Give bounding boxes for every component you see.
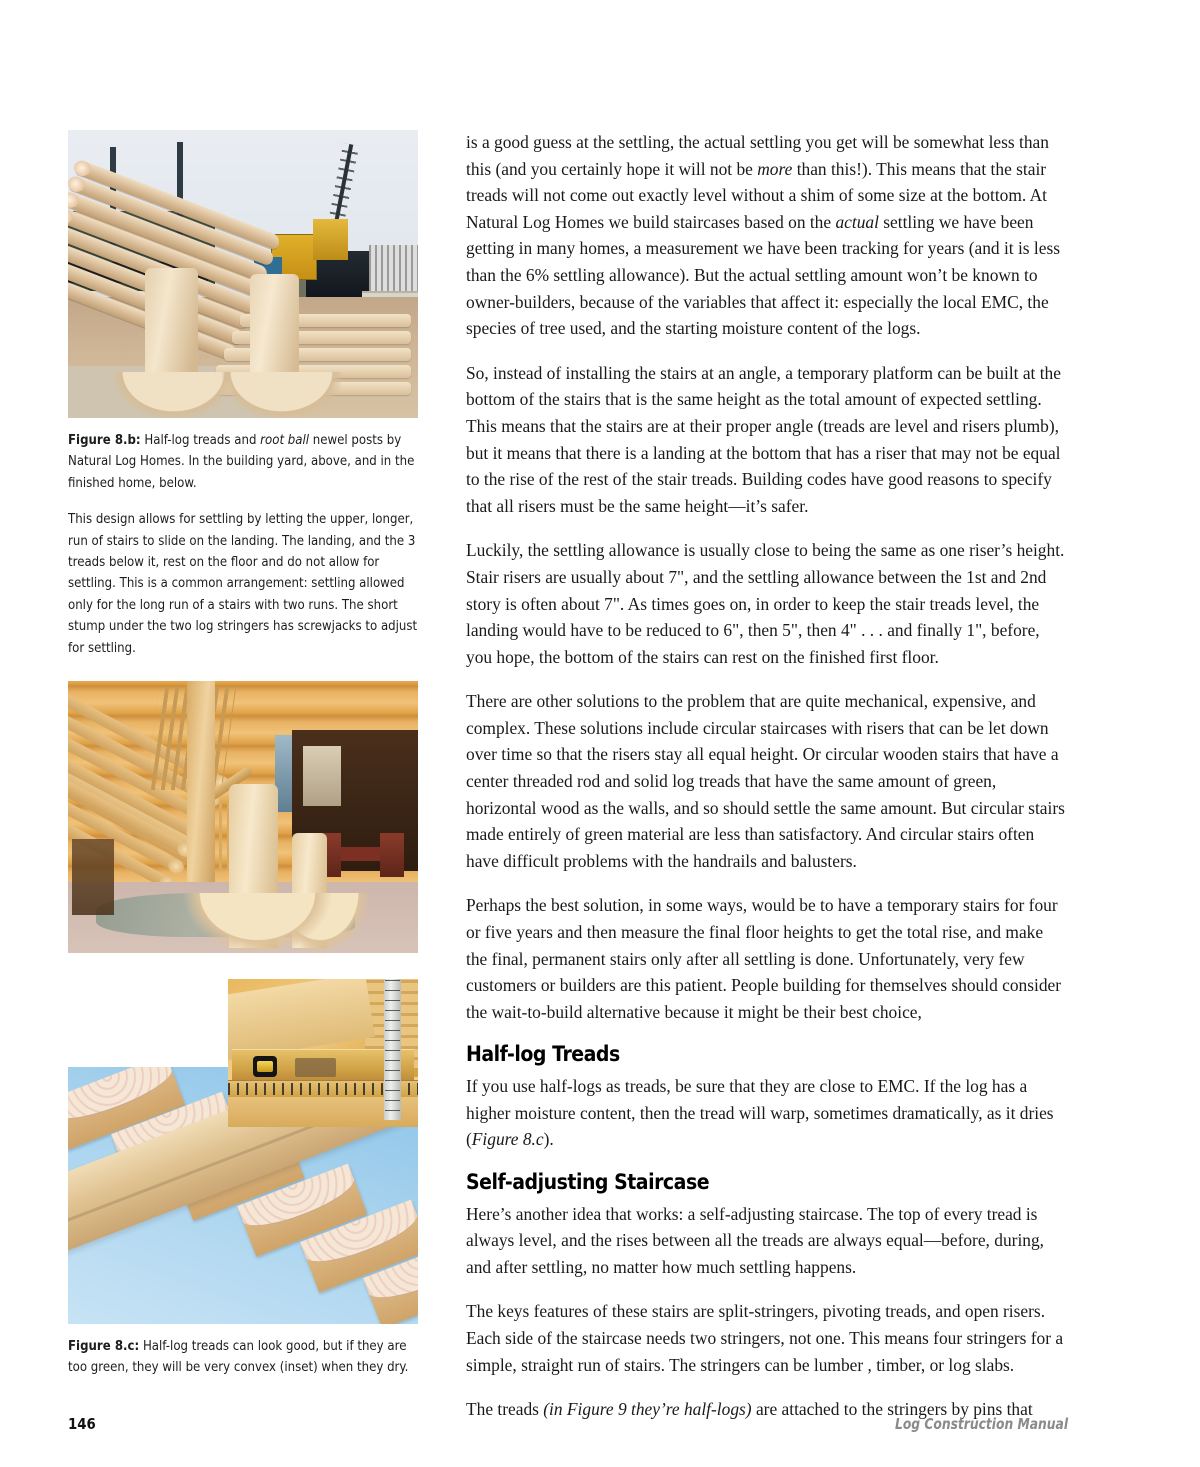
figure-8b-label: Figure 8.b: xyxy=(68,433,141,448)
log-column xyxy=(187,681,215,904)
figure-8c-photo-group xyxy=(68,979,418,1324)
figure-8c-caption xyxy=(68,1336,418,1379)
body-paragraph: Here’s another idea that works: a self-adjusting staircase. The top of every tread is always level, and the rises between all the treads are always equal—before, during, and after settling, no matter how much settling happens. xyxy=(466,1203,1045,1277)
heading-self-adjusting-staircase: Self-adjusting Staircase xyxy=(466,1169,710,1195)
side-table xyxy=(72,839,114,915)
dining-chair-2 xyxy=(380,833,405,877)
root-ball-roots-left xyxy=(114,372,233,418)
figure-8b-caption-italic: root ball xyxy=(260,433,310,448)
body-paragraph: There are other solutions to the problem that are quite mechanical, expensive, and complex. These solutions include circular staircases with risers that can be let down over time so that the risers stay all equal height. Or circular wooden stairs that have a center threaded rod and solid log treads that have the same amount of green, horizontal wood as the walls, and so should settle the same amount. But circular stairs made entirely of green material are less than satisfactory. And circular stairs often have difficult problems with the handrails and balusters. xyxy=(466,691,1065,871)
root-ball-roots-right xyxy=(222,372,341,418)
heading-half-log-treads: Half-log Treads xyxy=(466,1042,620,1068)
body-paragraph: is a good guess at the settling, the actual settling you get will be somewhat less than this (and you certainly hope it will not be more than this!). This means that the stair treads will not come out exactly level without a shim of some size at the bottom. At Natural Log Homes we build staircases based on the actual settling we have been getting in many homes, a measurement we have been tracking for years (and it is less than the 6% settling allowance). But the actual settling amount won’t be known to owner-builders, because of the variables that affect it: especially the local EMC, the species of tree used, and the starting moisture content of the logs. xyxy=(466,132,1060,339)
right-column xyxy=(466,129,1068,1423)
page-number: 146 xyxy=(68,1415,96,1433)
page-footer xyxy=(68,1415,1068,1433)
level-vial xyxy=(253,1056,278,1077)
level-slot xyxy=(295,1058,337,1077)
kitchen-appliance xyxy=(303,746,342,806)
body-paragraph: So, instead of installing the stairs at an angle, a temporary platform can be built at the bottom of the stairs that is the same height as the total amount of expected settling. This means that the stairs are at their proper angle (treads are level and risers plumb), but it means that there is a landing at the bottom that has a riser that may not be equal to the rise of the rest of the stair treads. Building codes have good reasons to specify that all risers must be the same height—it’s safer. xyxy=(466,362,1061,516)
figure-8c-caption-text: Half-log treads can look good, but if they are too green, they will be very convex (inset) when they dry. xyxy=(68,1339,409,1376)
root-ball-roots-front xyxy=(184,893,331,953)
figure-8b-caption xyxy=(68,430,418,494)
figure-8b-side-text: This design allows for settling by letting the upper, longer, run of stairs to slide on the landing. The landing, and the 3 treads below it, rest on the floor and do not allow for settling. This is a common arrangement: settling allowed only for the long run of a stairs with two runs. The short stump under the two log stringers has screwjacks to adjust for settling. xyxy=(68,512,418,656)
steel-ruler xyxy=(384,979,401,1120)
figure-8c-inset-photo-level-on-tread xyxy=(228,979,418,1127)
body-paragraph: If you use half-logs as treads, be sure that they are close to EMC. If the log has a higher moisture content, then the tread will warp, sometimes dramatically, as it dries (Figure 8.c). xyxy=(466,1076,1054,1150)
figure-8b-caption-part1: Half-log treads and xyxy=(140,433,261,448)
figure-8b-caption-part2: newel posts by Natural Log Homes. In the building yard, above, and in the finished home, below. xyxy=(68,433,415,491)
body-paragraph: Perhaps the best solution, in some ways, would be to have a temporary stairs for four or five years and then measure the final floor heights to get the total rise, and make the final, permanent stairs only after all settling is done. Unfortunately, very few customers or builders are this patient. People building for themselves should consider the wait-to-build alternative because it might be their best choice, xyxy=(466,895,1062,1022)
body-paragraph: The keys features of these stairs are split-stringers, pivoting treads, and open risers. Each side of the staircase needs two stringers, not one. This means four stringers for a simple, straight run of stairs. The stringers can be lumber , timber, or log slabs. xyxy=(466,1301,1064,1375)
crane-cab-upper xyxy=(313,219,348,259)
left-column xyxy=(68,130,418,1379)
body-paragraph: The treads (in Figure 9 they’re half-logs) are attached to the stringers by pins that xyxy=(466,1399,1033,1420)
figure-8b-photo-building-yard xyxy=(68,130,418,418)
figure-8c-label: Figure 8.c: xyxy=(68,1339,140,1355)
figure-8b-photo-interior xyxy=(68,681,418,953)
running-title: Log Construction Manual xyxy=(894,1415,1068,1433)
body-paragraph: Luckily, the settling allowance is usually close to being the same as one riser’s height. Stair risers are usually about 7", and the settling allowance between the 1st and 2nd story is often about 7". As times goes on, in order to keep the stair treads level, the landing would have to be reduced to 6", then 5", then 4" . . . and finally 1", before, you hope, the bottom of the stairs can rest on the finished first floor. xyxy=(466,540,1065,667)
